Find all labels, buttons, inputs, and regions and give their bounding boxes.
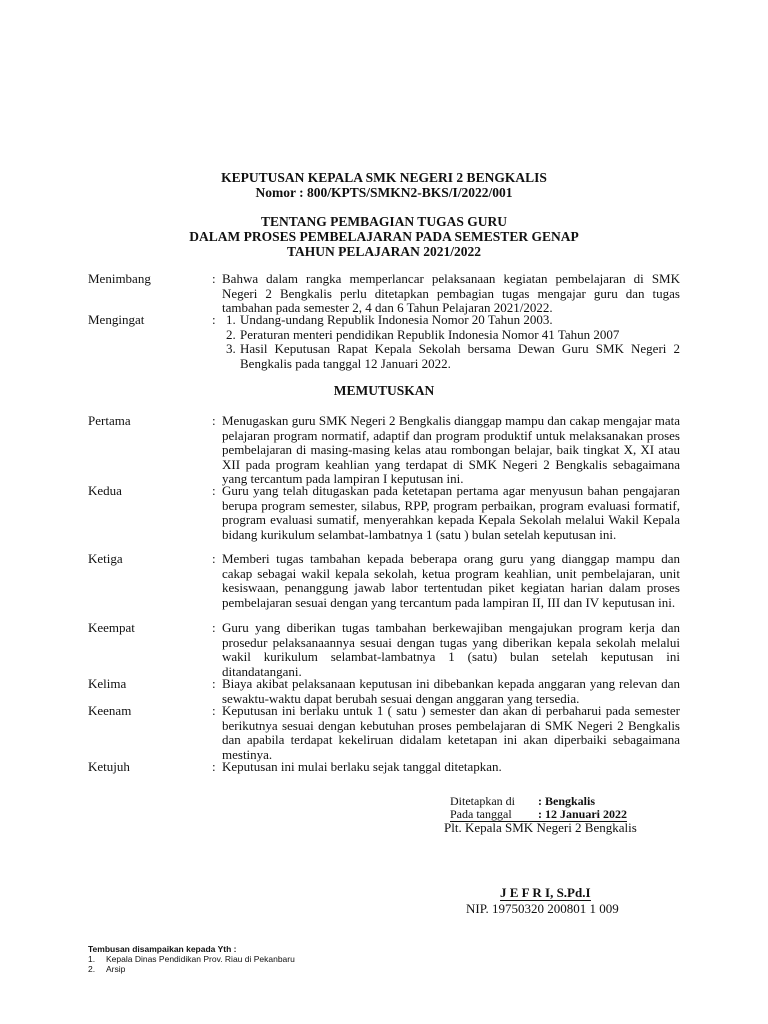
- ditetapkan-row: [450, 794, 595, 808]
- ditetapkan-label: Ditetapkan di: [450, 794, 515, 808]
- decree-heading: KEPUTUSAN KEPALA SMK NEGERI 2 BENGKALIS: [221, 170, 547, 185]
- colon: :: [212, 312, 216, 327]
- menimbang-text: Bahwa dalam rangka memperlancar pelaksanaan kegiatan pembelajaran di SMK Negeri 2 Bengkalis perlu ditetapkan pembagian tugas mengajar guru dan tugas tambahan pada semester 2, 4 dan 6 Tahun Pelajaran 2021/2022.: [222, 271, 680, 316]
- decree-subject: [0, 214, 768, 259]
- tanggal-row: [450, 807, 627, 821]
- signer-nip: NIP. 19750320 200801 1 009: [466, 901, 619, 916]
- list-item: 1. Kepala Dinas Pendidikan Prov. Riau di Pekanbaru: [88, 954, 295, 964]
- decree-number: Nomor : 800/KPTS/SMKN2-BKS/I/2022/001: [255, 185, 513, 200]
- tanggal-label: Pada tanggal: [450, 807, 512, 821]
- decision-text: Memberi tugas tambahan kepada beberapa orang guru yang dianggap mampu dan cakap sebagai wakil kepala sekolah, ketua program keahlian, unit pembelajaran, unit kesiswaan, penanggung jawab labor tertentudan piket kegiatan harian dalam proses pembelajaran sesuai dengan yang tercantum pada lampiran II, III dan IV keputusan ini.: [222, 551, 680, 610]
- decision-label: Pertama: [88, 413, 131, 428]
- colon: :: [212, 703, 216, 718]
- tembusan-heading: Tembusan disampaikan kepada Yth :: [88, 944, 237, 954]
- subject-line-2: DALAM PROSES PEMBELAJARAN PADA SEMESTER GENAP: [189, 229, 579, 244]
- list-item: 2. Peraturan menteri pendidikan Republik Indonesia Nomor 41 Tahun 2007: [226, 326, 620, 342]
- decision-text: Biaya akibat pelaksanaan keputusan ini dibebankan kepada anggaran yang relevan dan sewaktu-waktu dapat berubah sesuai dengan anggaran yang tersedia.: [222, 676, 680, 706]
- signer-position: Plt. Kepala SMK Negeri 2 Bengkalis: [444, 820, 637, 835]
- decision-text: Keputusan ini berlaku untuk 1 ( satu ) semester dan akan di perbaharui pada semester berikutnya sesuai dengan kebutuhan proses pembelajaran di SMK Negeri 2 Bengkalis dan apabila terdapat kekeliruan didalam ketetapan ini akan diperbaiki sebagaimana mestinya.: [222, 703, 680, 762]
- subject-line-3: TAHUN PELAJARAN 2021/2022: [286, 244, 481, 259]
- decision-label: Ketujuh: [88, 759, 130, 774]
- menimbang-label: Menimbang: [88, 271, 151, 286]
- ditetapkan-value: : Bengkalis: [538, 794, 596, 808]
- signer-name: J E F R I, S.Pd.I: [500, 885, 591, 900]
- decision-text: Guru yang telah ditugaskan pada ketetapan pertama agar menyusun bahan pengajaran berupa program semester, silabus, RPP, program perbaikan, program evaluasi formatif, program evaluasi sumatif, menyerahkan kepada Kepala Sekolah melalui Wakil Kepala bidang kurikulum selambat-lambatnya 1 (satu ) bulan setelah keputusan ini.: [222, 483, 680, 542]
- list-item: 3. Hasil Keputusan Rapat Kepala Sekolah bersama Dewan Guru SMK Negeri 2 Bengkalis pada tanggal 12 Januari 2022.: [226, 341, 680, 371]
- memutuskan-heading: MEMUTUSKAN: [333, 383, 435, 398]
- list-item: 1. Undang-undang Republik Indonesia Nomor 20 Tahun 2003.: [226, 312, 553, 327]
- tanggal-value: : 12 Januari 2022: [538, 807, 628, 821]
- colon: :: [212, 759, 216, 774]
- decision-label: Kelima: [88, 676, 127, 691]
- mengingat-list: [222, 313, 680, 371]
- decision-label: Kedua: [88, 483, 122, 498]
- colon: :: [212, 676, 216, 691]
- decision-text: Menugaskan guru SMK Negeri 2 Bengkalis dianggap mampu dan cakap mengajar mata pelajaran program normatif, adaptif dan program produktif untuk melaksanakan proses pembelajaran di masing-masing kelas atau rombongan belajar, baik tingkat X, XI atau XII pada program keahlian yang terdapat di SMK Negeri 2 Bengkalis sebagaimana yang tercantum pada lampiran I keputusan ini.: [222, 413, 680, 487]
- tembusan-block: [88, 944, 295, 974]
- decision-label: Keenam: [88, 703, 132, 718]
- colon: :: [212, 413, 216, 428]
- colon: :: [212, 271, 216, 286]
- mengingat-label: Mengingat: [88, 312, 145, 327]
- colon: :: [212, 483, 216, 498]
- decision-label: Ketiga: [88, 551, 123, 566]
- decision-label: Keempat: [88, 620, 135, 635]
- decision-text: Keputusan ini mulai berlaku sejak tanggal ditetapkan.: [222, 759, 502, 774]
- decree-title: [0, 170, 768, 200]
- decision-text: Guru yang diberikan tugas tambahan berkewajiban mengajukan program kerja dan prosedur pelaksanaannya sesuai dengan tugas yang diberikan kepala sekolah melalui wakil kurikulum selambat-lambatnya 1 (satu) bulan setelah keputusan ini ditandatangani.: [222, 620, 680, 679]
- colon: :: [212, 620, 216, 635]
- colon: :: [212, 551, 216, 566]
- subject-line-1: TENTANG PEMBAGIAN TUGAS GURU: [261, 214, 507, 229]
- list-item: 2. Arsip: [88, 964, 126, 974]
